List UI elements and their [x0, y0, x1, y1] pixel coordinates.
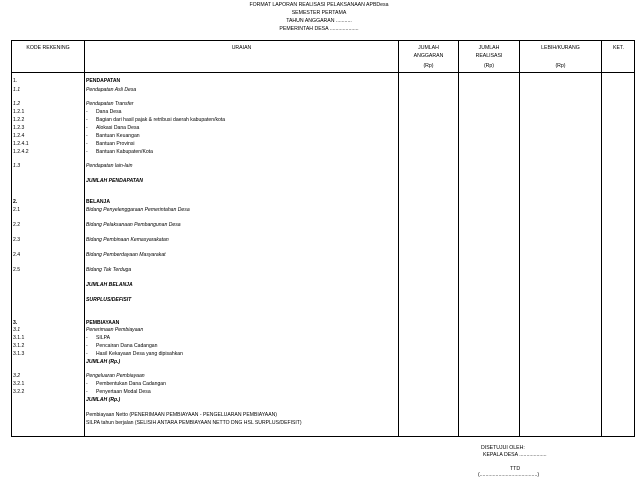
row-label: Pendapatan lain-lain — [86, 163, 133, 169]
row-label: Bidang Pembinaan Kemasyarakatan — [86, 237, 169, 243]
row-label-item — [86, 141, 135, 147]
row-label-item — [86, 109, 121, 115]
row-label: Bidang Pemberdayaan Masyarakat — [86, 252, 166, 258]
col-header-lebih-3: (Rp) — [555, 63, 566, 69]
row-code: 3.1.3 — [13, 351, 25, 357]
row-code: 3.1.2 — [13, 343, 25, 349]
row-code: 2. — [13, 199, 18, 205]
bullet-dash: - — [86, 335, 88, 341]
bullet-dash: - — [86, 351, 88, 357]
row-code: 2.3 — [13, 237, 21, 243]
row-code: 3.2.1 — [13, 381, 25, 387]
row-label: PENDAPATAN — [86, 78, 121, 84]
row-code: 2.4 — [13, 252, 21, 258]
row-label: Pencairan Dana Cadangan — [96, 343, 158, 349]
row-code: 1.2.3 — [13, 125, 25, 131]
row-label: Penerimaan Pembiayaan — [86, 327, 144, 333]
row-label: SILPA — [96, 335, 111, 341]
row-netto: Pembiayaan Netto (PENERIMAAN PEMBIAYAAN - PENGELUARAN PEMBIAYAAN) — [86, 412, 277, 418]
row-label: Hasil Kekayaan Desa yang dipisahkan — [96, 351, 183, 357]
row-label-item — [86, 389, 151, 395]
row-label-item — [86, 351, 183, 357]
row-code: 3.2.2 — [13, 389, 25, 395]
row-total: JUMLAH BELANJA — [86, 282, 133, 288]
bullet-dash: - — [86, 141, 88, 147]
row-code: 1.2.1 — [13, 109, 25, 115]
col-header-anggaran-2: ANGGARAN — [413, 53, 444, 59]
row-label-item — [86, 149, 153, 155]
row-label: Pendapatan Asli Desa — [86, 87, 137, 93]
col-header-realisasi-2: REALISASI — [475, 53, 503, 59]
row-silpa: SILPA tahun berjalan (SELISIH ANTARA PEMBIAYAAN NETTO DNG HSL SURPLUS/DEFISIT) — [86, 420, 302, 426]
row-code: 2.2 — [13, 222, 21, 228]
bullet-dash: - — [86, 343, 88, 349]
title-line-2: SEMESTER PERTAMA — [291, 10, 347, 16]
row-label: Bantuan Provinsi — [96, 141, 135, 147]
col-header-realisasi-3: (Rp) — [483, 63, 495, 69]
col-header-lebih-1: LEBIH/KURANG — [541, 45, 580, 51]
col-header-anggaran-3: (Rp) — [423, 63, 434, 69]
row-label: Pembentukan Dana Cadangan — [96, 381, 166, 387]
row-label-item — [86, 343, 157, 349]
approved-by-label: DISETUJUI OLEH: — [481, 445, 525, 451]
bullet-dash: - — [86, 109, 88, 115]
row-code: 1.2.2 — [13, 117, 25, 123]
row-label: Bantuan Keuangan — [96, 133, 140, 139]
row-code: 1.3 — [13, 163, 21, 169]
row-code: 1.2.4.1 — [13, 141, 29, 147]
bullet-dash: - — [86, 125, 88, 131]
row-code: 1.1 — [13, 87, 21, 93]
row-code: 1. — [13, 78, 18, 84]
row-label: Bidang Tak Terduga — [86, 267, 132, 273]
bullet-dash: - — [86, 149, 88, 155]
row-code: 1.2.4 — [13, 133, 25, 139]
row-label: Pendapatan Transfer — [86, 101, 134, 107]
row-total: JUMLAH (Rp.) — [86, 397, 121, 403]
bullet-dash: - — [86, 389, 88, 395]
bullet-dash: - — [86, 133, 88, 139]
col-header-realisasi-1: JUMLAH — [478, 45, 500, 51]
bullet-dash: - — [86, 381, 88, 387]
row-code: 2.1 — [13, 207, 21, 213]
row-total: JUMLAH (Rp.) — [86, 359, 121, 365]
bullet-dash: - — [86, 117, 88, 123]
col-divider-2 — [398, 40, 399, 437]
row-label: Bagian dari hasil pajak & retribusi daerah kabupaten/kota — [96, 117, 226, 123]
col-divider-1 — [84, 40, 85, 437]
row-label: PEMBIAYAAN — [86, 320, 120, 326]
row-label-item — [86, 133, 140, 139]
row-label: Bantuan Kabupaten/Kota — [96, 149, 153, 155]
col-divider-3 — [458, 40, 459, 437]
row-code: 3.1.1 — [13, 335, 25, 341]
signature-name-line: (........................................) — [478, 472, 540, 478]
row-label-item — [86, 335, 110, 341]
title-line-3: TAHUN ANGGARAN ........... — [286, 18, 352, 24]
row-label: BELANJA — [86, 199, 111, 205]
row-total: SURPLUS/DEFISIT — [86, 297, 132, 303]
row-code: 3.1 — [13, 327, 21, 333]
row-label: Bidang Penyelenggaraan Pemerintahan Desa — [86, 207, 190, 213]
row-label: Penyertaan Modal Desa — [96, 389, 151, 395]
row-total: JUMLAH PENDAPATAN — [86, 178, 143, 184]
row-label: Pengeluaran Pembiayaan — [86, 373, 145, 379]
header-divider — [11, 72, 635, 73]
title-line-1: FORMAT LAPORAN REALISASI PELAKSANAAN APBDesa — [249, 2, 389, 8]
kepala-desa-label: KEPALA DESA ................... — [483, 452, 547, 458]
col-divider-4 — [519, 40, 520, 437]
row-code: 1.2.4.2 — [13, 149, 29, 155]
row-label-item — [86, 117, 225, 123]
col-header-uraian: URAIAN — [231, 45, 252, 51]
row-label-item — [86, 125, 139, 131]
row-label-item — [86, 381, 166, 387]
row-label: Dana Desa — [96, 109, 122, 115]
col-header-anggaran-1: JUMLAH — [418, 45, 439, 51]
row-code: 3. — [13, 320, 18, 326]
col-header-ket: KET. — [613, 45, 624, 51]
row-code: 2.5 — [13, 267, 21, 273]
row-label: Bidang Pelaksanaan Pembangunan Desa — [86, 222, 181, 228]
ttd-label: TTD — [510, 466, 521, 472]
row-code: 1.2 — [13, 101, 21, 107]
row-label: Alokasi Dana Desa — [96, 125, 140, 131]
col-divider-5 — [601, 40, 602, 437]
col-header-kode: KODE REKENING — [26, 45, 70, 51]
title-line-4: PEMERINTAH DESA .................... — [279, 26, 359, 32]
row-code: 3.2 — [13, 373, 21, 379]
